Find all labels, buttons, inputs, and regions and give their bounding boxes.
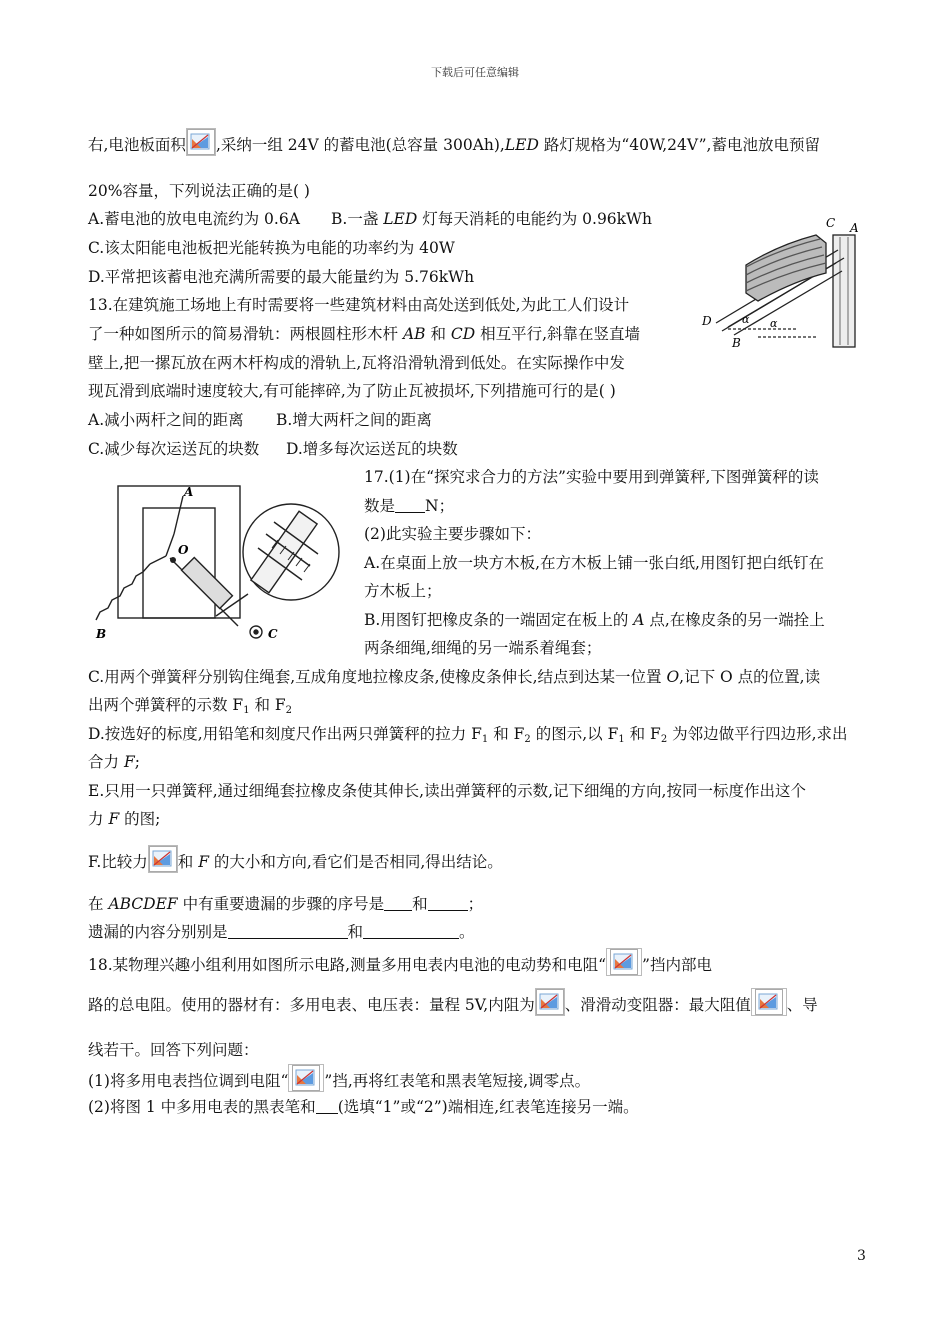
q17-step-f: F.比较力 和 F 的大小和方向,看它们是否相同,得出结论。 [88, 845, 503, 873]
q18-line-3: 线若干。回答下列问题： [88, 1041, 259, 1059]
slide-rail-figure [698, 205, 888, 365]
figure-label-c: C [826, 216, 836, 230]
figure-label-o: O [178, 543, 189, 557]
q17-line-2: 数是 N； [364, 497, 455, 515]
spring-balance-figure [88, 476, 356, 646]
q18-step-2: (2)将图 1 中多用电表的黑表笔和 (选填“1”或“2”)端相连,红表笔连接另一端。 [88, 1098, 639, 1116]
q17-step-b: B.用图钉把橡皮条的一端固定在板上的 A 点,在橡皮条的另一端拴上 [364, 611, 825, 629]
figure-label-a: A [184, 485, 194, 499]
q13-line-4: 现瓦滑到底端时速度较大,有可能摔碎,为了防止瓦被损坏,下列措施可行的是( ) [88, 382, 616, 400]
answer-blank [316, 1097, 338, 1114]
q17-omission-content: 遗漏的内容分别别是 和 。 [88, 923, 475, 941]
figure-label-alpha-1: α [742, 313, 750, 326]
answer-blank [384, 894, 412, 911]
figure-label-c: C [268, 627, 278, 641]
figure-label-b: B [732, 336, 741, 350]
figure-label-alpha-2: α [770, 317, 778, 330]
page-header: 下载后可任意编辑 [431, 66, 519, 79]
answer-blank [228, 922, 348, 939]
q13-option-d: D.增多每次运送瓦的块数 [286, 440, 458, 458]
q17-line-1: 17.(1)在“探究求合力的方法”实验中要用到弹簧秤,下图弹簧秤的读 [364, 468, 819, 486]
q17-step-a: A.在桌面上放一块方木板,在方木板上铺一张白纸,用图钉把白纸钉在 [364, 554, 824, 572]
q12-line-1: 右,电池板面积 ,采纳一组 24V 的蓄电池(总容量 300Ah),LED 路灯规格为“40W,24V”,蓄电池放电预留 [88, 128, 820, 156]
q18-line-2: 路的总电阻。使用的器材有：多用电表、电压表：量程 5V,内阻为 、滑滑动变阻器：最大阻值 、导 [88, 988, 818, 1016]
q17-step-e: E.只用一只弹簧秤,通过细绳套拉橡皮条使其伸长,读出弹簧秤的示数,记下细绳的方向,按同一标度作出这个 [88, 782, 806, 800]
q17-step-d: D.按选好的标度,用铅笔和刻度尺作出两只弹簧秤的拉力 $F_1$ 和 $F_2$ 的图示,以 $F_1$ 和 $F_2$ 为邻边做平行四边形,求出 [88, 725, 848, 745]
formula-image-icon [288, 1064, 324, 1092]
q12-option-b: B.一盏 LED 灯每天消耗的电能约为 0.96kWh [331, 210, 652, 228]
answer-blank [395, 496, 425, 513]
figure-label-a: A [850, 221, 859, 235]
q17-step-c: C.用两个弹簧秤分别钩住绳套,互成角度地拉橡皮条,使橡皮条伸长,结点到达某一位置 O,记下 O 点的位置,读 [88, 668, 821, 686]
q17-step-d-cont: 合力 F; [88, 753, 140, 771]
q12-option-d: D.平常把该蓄电池充满所需要的最大能量约为 5.76kWh [88, 268, 475, 286]
q17-step-c-cont: 出两个弹簧秤的示数 $F_1$ 和 $F_2$ [88, 696, 293, 716]
q13-line-3: 壁上,把一摞瓦放在两木杆构成的滑轨上,瓦将沿滑轨滑到低处。在实际操作中发 [88, 354, 625, 372]
page-number: 3 [857, 1248, 866, 1264]
q12-line-2: 20%容量，下列说法正确的是( ) [88, 182, 310, 200]
formula-image-icon [751, 988, 787, 1016]
figure-label-d: D [702, 314, 712, 328]
q17-omission-question: 在 ABCDEF 中有重要遗漏的步骤的序号是 和 ； [88, 895, 484, 913]
q13-option-c: C.减少每次运送瓦的块数 [88, 440, 260, 458]
formula-image-icon [186, 128, 216, 156]
q17-line-3: (2)此实验主要步骤如下： [364, 525, 541, 543]
q18-step-1: (1)将多用电表挡位调到电阻“ ”挡,再将红表笔和黑表笔短接,调零点。 [88, 1064, 590, 1092]
q17-step-e-cont: 力 F 的图; [88, 810, 161, 828]
q17-step-b-cont: 两条细绳,细绳的另一端系着绳套； [364, 639, 602, 657]
q12-option-a: A.蓄电池的放电电流约为 0.6A [88, 210, 300, 228]
q17-step-a-cont: 方木板上； [364, 582, 442, 600]
answer-blank [363, 922, 459, 939]
formula-image-icon [606, 948, 642, 976]
q13-line-1: 13.在建筑施工场地上有时需要将一些建筑材料由高处送到低处,为此工人们设计 [88, 296, 630, 314]
q13-option-a: A.减小两杆之间的距离 [88, 411, 244, 429]
formula-image-icon [148, 845, 178, 873]
answer-blank [428, 894, 468, 911]
q18-line-1: 18.某物理兴趣小组利用如图所示电路,测量多用电表内电池的电动势和电阻“ ”挡内部电 [88, 948, 712, 976]
formula-image-icon [535, 988, 565, 1016]
figure-label-b: B [96, 627, 107, 641]
q13-option-b: B.增大两杆之间的距离 [276, 411, 432, 429]
q12-option-c: C.该太阳能电池板把光能转换为电能的功率约为 40W [88, 239, 455, 257]
q13-line-2: 了一种如图所示的简易滑轨：两根圆柱形木杆 AB 和 CD 相互平行,斜靠在竖直墙 [88, 325, 641, 343]
